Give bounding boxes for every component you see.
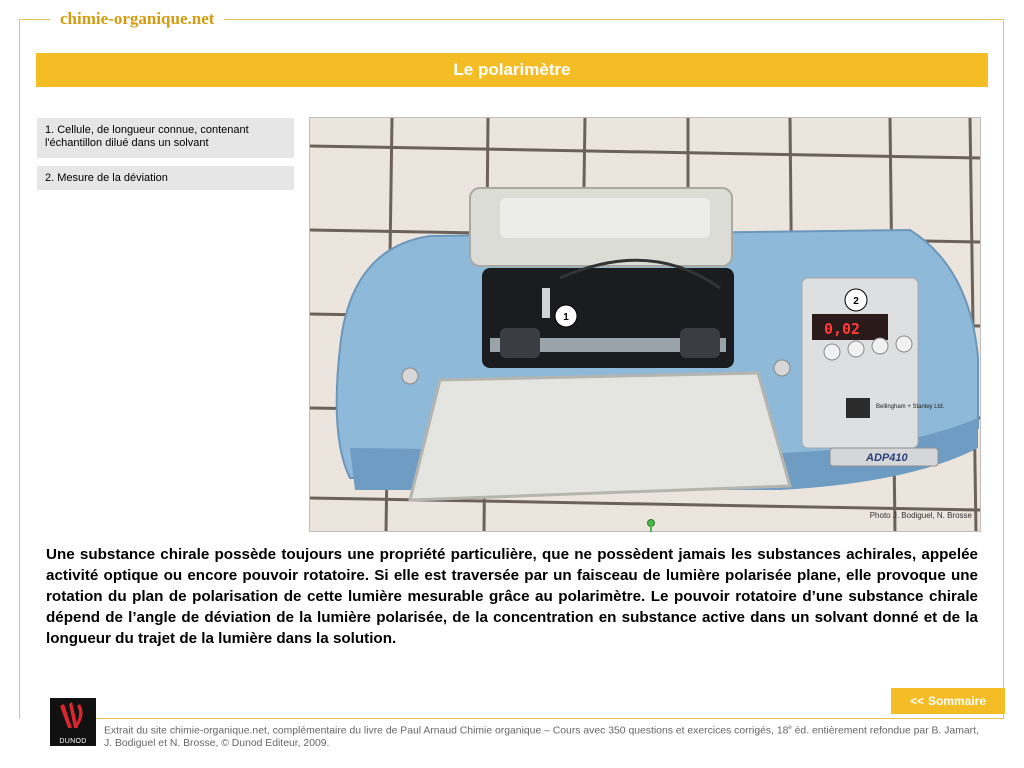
cell-holder-left xyxy=(500,328,540,358)
green-pointer-stem xyxy=(650,526,652,532)
dunod-logo-text: DUNOD xyxy=(59,738,87,745)
panel-button-1 xyxy=(824,344,840,360)
front-tray xyxy=(410,373,790,500)
model-label: ADP410 xyxy=(866,452,908,464)
panel-button-2 xyxy=(848,341,864,357)
cell-holder-right xyxy=(680,328,720,358)
screw-right xyxy=(774,360,790,376)
footer-text-part2: éd. entièrement refondue par B. Jamart, J. Bodiguel et N. Brosse, © Dunod Editeur, 2009. xyxy=(104,725,979,750)
legend-item-cell: 1. Cellule, de longueur connue, contenant l'échantillon dilué dans un solvant xyxy=(37,118,294,158)
polarimeter-photo xyxy=(309,117,981,532)
screw-left xyxy=(402,368,418,384)
footer-text-part1: Extrait du site chimie-organique.net, complémentaire du livre de Paul Arnaud Chimie organique – Cours avec 350 questions et exercices corrigés, 18 xyxy=(104,725,789,737)
brand-logo xyxy=(846,398,870,418)
panel-button-3 xyxy=(872,338,888,354)
polarimeter-illustration xyxy=(310,118,981,532)
panel-button-4 xyxy=(896,336,912,352)
sommaire-button[interactable] xyxy=(891,688,1005,714)
brand-label: Bellingham + Stanley Ltd. xyxy=(876,404,945,410)
photo-credit: Photo J. Bodiguel, N. Brosse xyxy=(869,511,972,520)
body-paragraph: Une substance chirale possède toujours une propriété particulière, que ne possèdent jamais les substances achirales, appelée activité optique ou encore pouvoir rotatoire. Si elle est traversée par un faisceau de lumière polarisée plane, elle provoque une rotation du plan de polarisation de cette lumière mesurable grâce au polarimètre. Le pouvoir rotatoire d’une substance chirale dépend de l’angle de déviation de la lumière polarisée, de la concentration en substance active dans un solvant donné et de la longueur du trajet de la lumière dans la solution. xyxy=(46,546,978,647)
sommaire-label: Sommaire xyxy=(927,694,987,708)
back-arrow-icon: << xyxy=(909,694,924,708)
page-frame-bottom xyxy=(96,718,1004,719)
callout-2-label: 2 xyxy=(853,296,859,307)
dunod-logo-mark xyxy=(50,698,96,738)
dunod-logo xyxy=(50,698,96,746)
lid-inner xyxy=(500,198,710,238)
callout-1-label: 1 xyxy=(563,312,569,323)
display-value: 0,02 xyxy=(823,320,861,338)
cell-stopper xyxy=(542,288,550,318)
slide-title: Le polarimètre xyxy=(36,53,988,87)
site-title[interactable]: chimie-organique.net xyxy=(50,9,224,29)
footer-citation xyxy=(104,722,984,750)
footer-superscript: e xyxy=(788,725,792,731)
legend-item-measure: 2. Mesure de la déviation xyxy=(37,166,294,190)
